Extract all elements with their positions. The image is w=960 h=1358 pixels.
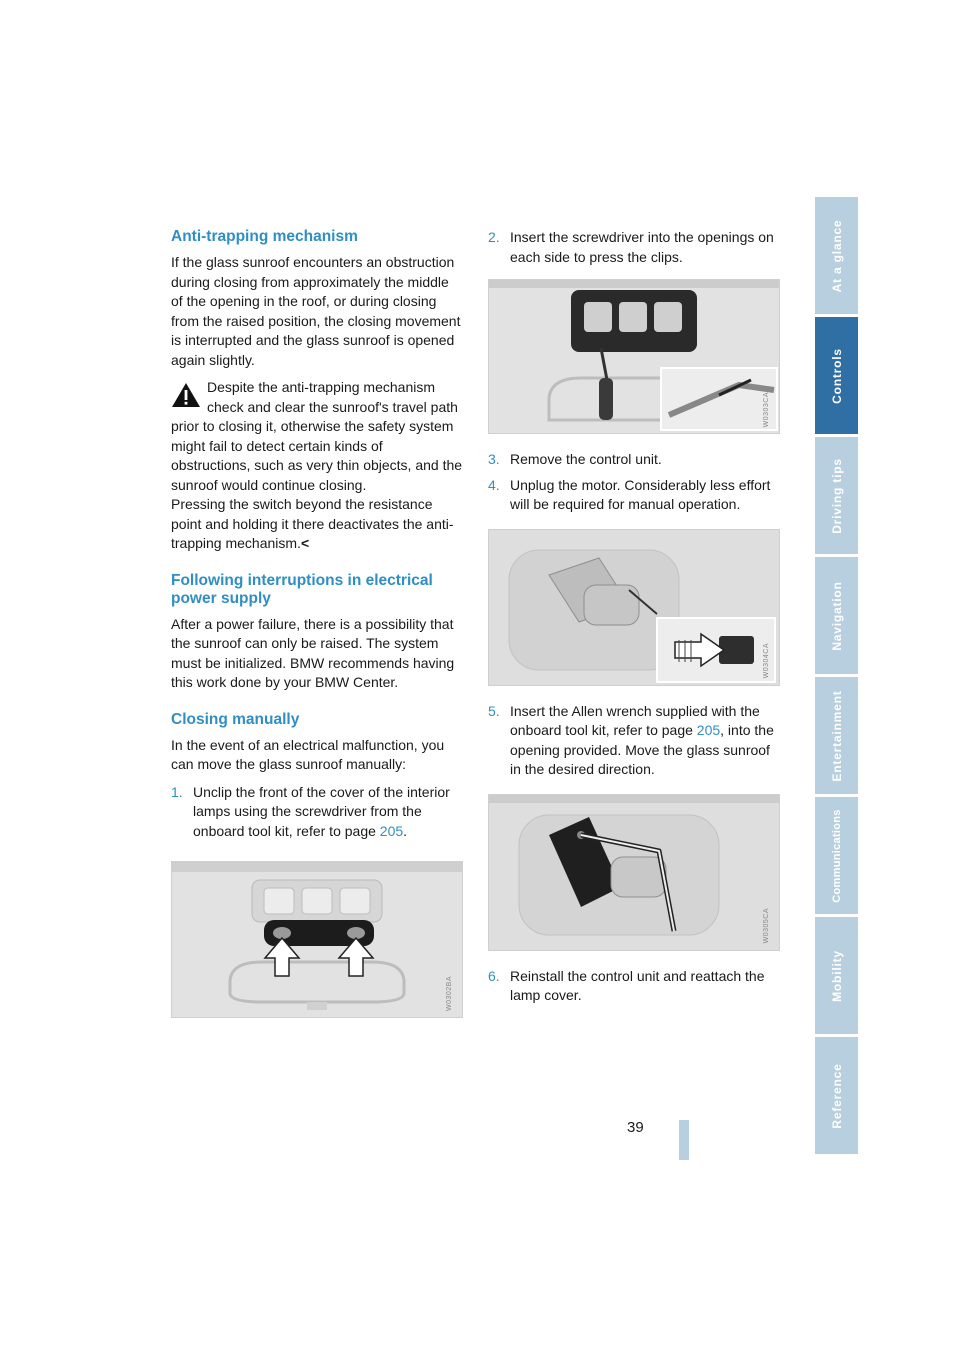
- right-column: [488, 228, 780, 1006]
- step-2: [488, 228, 780, 267]
- step-3: [488, 450, 780, 470]
- step-2-text: Insert the screwdriver into the openings on each side to press the clips.: [510, 229, 774, 265]
- warning-block: [171, 378, 463, 554]
- tab-reference[interactable]: Reference: [815, 1037, 858, 1156]
- anti-trapping-paragraph: If the glass sunroof encounters an obstruction during closing from approximately the middle of the opening in the roof, or during closing from the raised position, the closing movement is interrupted and the glass sunroof is opened again slightly.: [171, 254, 461, 368]
- warning-line-1: Despite the anti-trapping mechanism: [207, 379, 436, 395]
- figure-allen-wrench: [488, 794, 780, 951]
- left-column: [171, 228, 463, 1018]
- figure-code: W0303CA: [762, 391, 770, 427]
- step-5: [488, 702, 780, 780]
- power-supply-paragraph: After a power failure, there is a possibility that the sunroof can only be raised. The system must be initialized. BMW recommends having this work done by your BMW Center.: [171, 615, 455, 690]
- figure-code: W0305CA: [762, 908, 770, 944]
- tab-driving-tips[interactable]: Driving tips: [815, 437, 858, 556]
- step-1-number: 1.: [171, 783, 183, 800]
- figure-code: W0302BA: [445, 975, 453, 1011]
- figure-screwdriver: [488, 279, 780, 434]
- tab-mobility[interactable]: Mobility: [815, 917, 858, 1036]
- tab-communications[interactable]: Communications: [815, 797, 858, 916]
- step-6: [488, 967, 780, 1006]
- illustration-screwdriver: [489, 280, 779, 433]
- figure-motor-plug: [488, 529, 780, 686]
- warning-para-2: Pressing the switch beyond the resistance point and holding it there deactivates the anti-trapping mechanism.<: [171, 496, 454, 551]
- illustration-motor-plug: [489, 530, 779, 685]
- step-1: [171, 783, 463, 842]
- page-marker-bar: [679, 1120, 689, 1160]
- step-1-text: Unclip the front of the cover of the interior lamps using the screwdriver from the onboard tool kit, refer to page 205.: [193, 783, 450, 839]
- step-4-number: 4.: [488, 476, 500, 493]
- step-4-text: Unplug the motor. Considerably less effort will be required for manual operation.: [510, 476, 771, 512]
- chapter-tabs: [815, 197, 858, 1160]
- heading-anti-trapping: Anti-trapping mechanism: [171, 228, 358, 245]
- end-mark: <: [300, 535, 310, 551]
- warning-triangle-icon: [171, 382, 201, 408]
- tab-at-a-glance[interactable]: At a glance: [815, 197, 858, 316]
- tab-navigation[interactable]: Navigation: [815, 557, 858, 676]
- step-3-text: Remove the control unit.: [510, 451, 662, 467]
- heading-power-supply: Following interruptions in electrical power supply: [171, 571, 433, 607]
- heading-closing-manually: Closing manually: [171, 710, 300, 728]
- illustration-allen-wrench: [489, 795, 779, 950]
- page-link-205[interactable]: 205: [696, 722, 721, 738]
- figure-lamp-cover: [171, 861, 463, 1018]
- tab-controls[interactable]: Controls: [815, 317, 858, 436]
- page-number: 39: [627, 1119, 644, 1136]
- step-5-text: Insert the Allen wrench supplied with the onboard tool kit, refer to page 205, into the opening provided. Move the glass sunroof in the desired direction.: [510, 702, 774, 777]
- illustration-lamp-cover: [172, 862, 462, 1017]
- page-link-205[interactable]: 205: [379, 822, 404, 839]
- step-5-number: 5.: [488, 702, 500, 719]
- warning-line-2: check and clear the sunroof's travel path: [207, 398, 458, 415]
- step-3-number: 3.: [488, 451, 500, 467]
- step-6-text: Reinstall the control unit and reattach the lamp cover.: [510, 967, 765, 1003]
- figure-code: W0304CA: [762, 643, 770, 679]
- step-4: [488, 476, 780, 515]
- warning-rest: prior to closing it, otherwise the safety system might fail to detect certain kinds of obstructions, such as very thin objects, and the sunroof would continue closing.: [171, 418, 463, 493]
- closing-intro: In the event of an electrical malfunction, you can move the glass sunroof manually:: [171, 736, 445, 772]
- step-2-number: 2.: [488, 229, 500, 245]
- step-6-number: 6.: [488, 967, 500, 984]
- tab-entertainment[interactable]: Entertainment: [815, 677, 858, 796]
